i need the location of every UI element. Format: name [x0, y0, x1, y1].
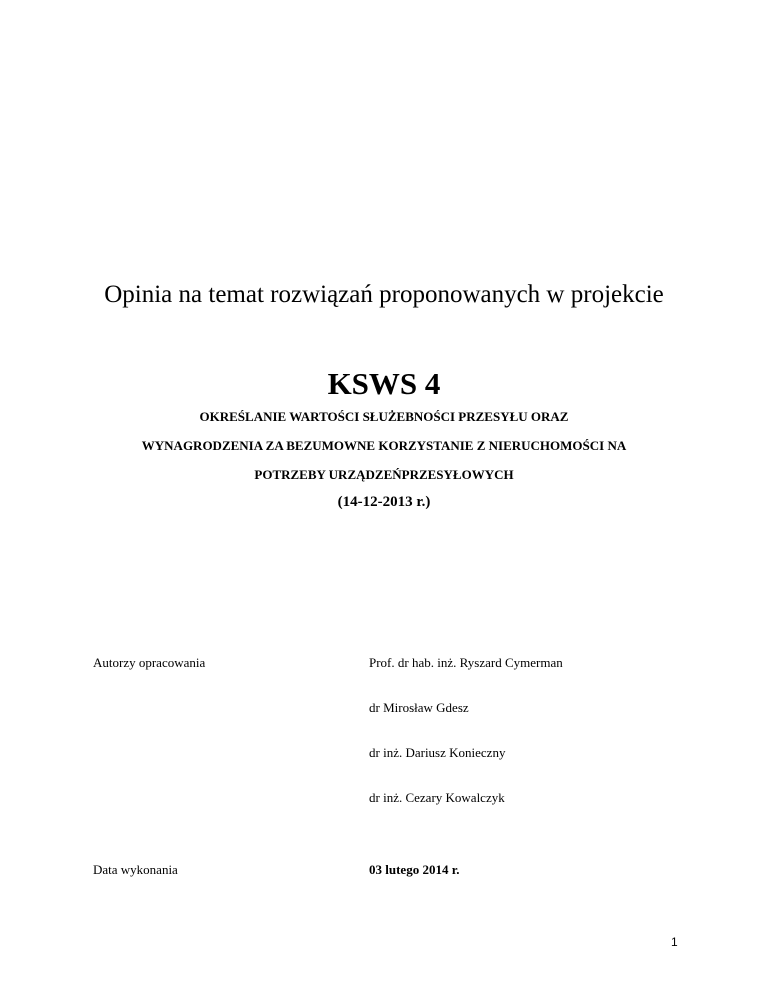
subtitle-line-1: OKREŚLANIE WARTOŚCI SŁUŻEBNOŚCI PRZESYŁU ORAZ: [199, 409, 569, 424]
author-name: dr inż. Cezary Kowalczyk: [369, 790, 505, 805]
project-date: (14-12-2013 r.): [337, 494, 431, 510]
document-heading: Opinia na temat rozwiązań proponowanych w projekcie: [104, 281, 664, 308]
page-number: 1: [671, 935, 678, 949]
completion-date: 03 lutego 2014 r.: [369, 862, 460, 877]
author-name: dr Mirosław Gdesz: [369, 700, 469, 715]
author-name: dr inż. Dariusz Konieczny: [369, 745, 506, 760]
subtitle-line-2: WYNAGRODZENIA ZA BEZUMOWNE KORZYSTANIE Z NIERUCHOMOŚCI NA: [141, 438, 627, 453]
document-title: KSWS 4: [327, 366, 441, 401]
author-name: Prof. dr hab. inż. Ryszard Cymerman: [369, 655, 563, 670]
completion-label: Data wykonania: [93, 862, 178, 877]
authors-label: Autorzy opracowania: [93, 655, 206, 670]
subtitle-line-3: POTRZEBY URZĄDZEŃPRZESYŁOWYCH: [254, 467, 514, 482]
